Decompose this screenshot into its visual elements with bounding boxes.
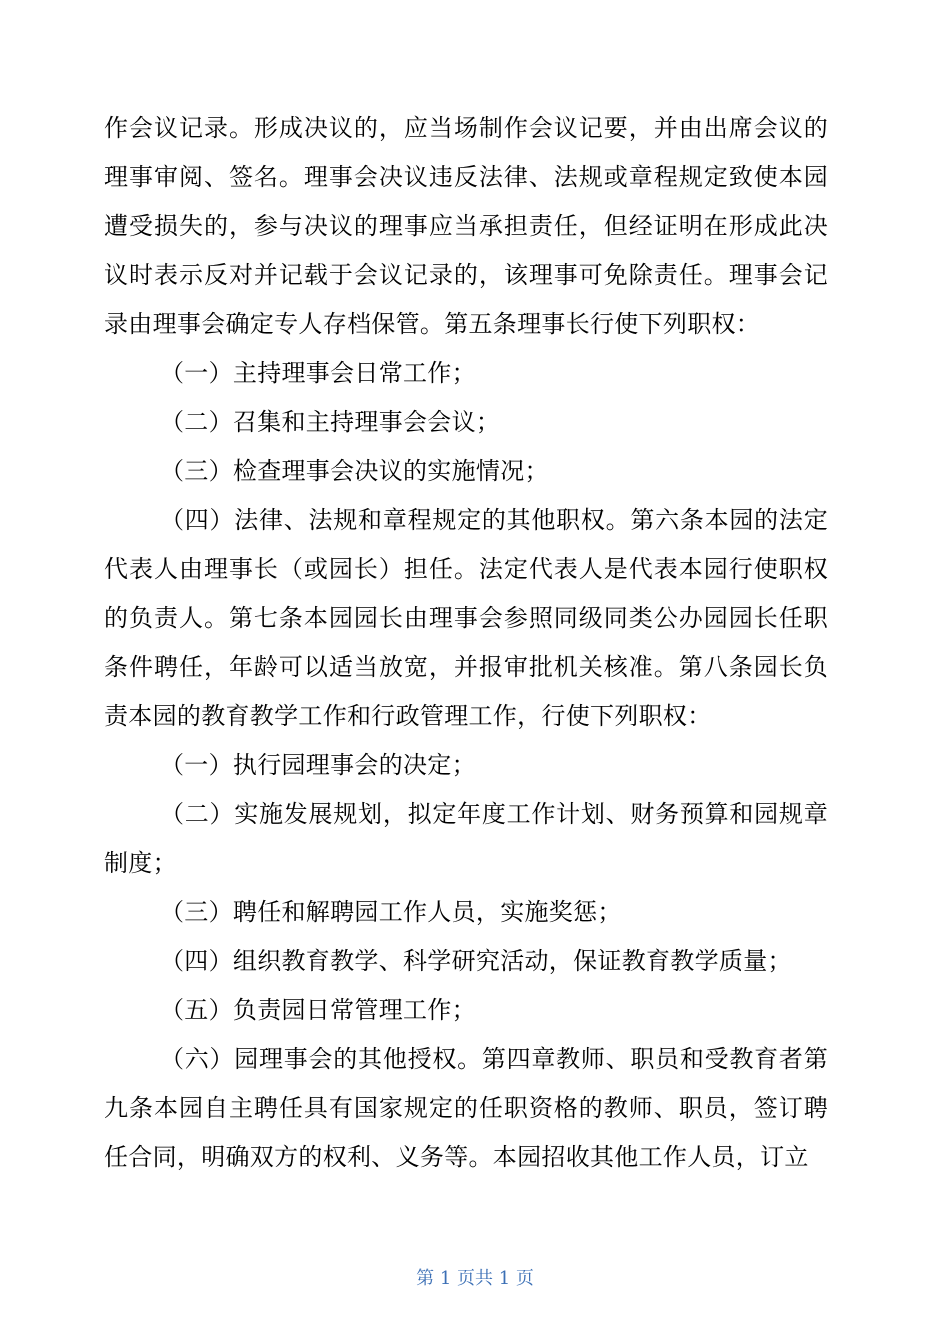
paragraph-4: （三）检查理事会决议的实施情况；	[160, 457, 549, 485]
paragraph-8: （三）聘任和解聘园工作人员，实施奖惩；	[160, 898, 622, 926]
paragraph-10: （五）负责园日常管理工作；	[160, 996, 476, 1024]
document-body	[104, 104, 828, 1182]
paragraph-5: （四）法律、法规和章程规定的其他职权。第六条本园的法定代表人由理事长（或园长）担任。法定代表人是代表本园行使职权的负责人。第七条本园园长由理事会参照同级同类公办园园长任职条件聘任，年龄可以适当放宽，并报审批机关核准。第八条园长负责本园的教育教学工作和行政管理工作，行使下列职权：	[104, 506, 828, 730]
paragraph-3: （二）召集和主持理事会会议；	[160, 408, 501, 436]
paragraph-2: （一）主持理事会日常工作；	[160, 359, 476, 387]
paragraph-7: （二）实施发展规划，拟定年度工作计划、财务预算和园规章制度；	[104, 800, 828, 877]
paragraph-11: （六）园理事会的其他授权。第四章教师、职员和受教育者第九条本园自主聘任具有国家规定的任职资格的教师、职员，签订聘任合同，明确双方的权利、义务等。本园招收其他工作人员，订立	[104, 1045, 828, 1171]
paragraph-1: 作会议记录。形成决议的，应当场制作会议记要，并由出席会议的理事审阅、签名。理事会决议违反法律、法规或章程规定致使本园遭受损失的，参与决议的理事应当承担责任，但经证明在形成此决议时表示反对并记载于会议记录的，该理事可免除责任。理事会记录由理事会确定专人存档保管。第五条理事长行使下列职权：	[104, 114, 828, 338]
paragraph-6: （一）执行园理事会的决定；	[160, 751, 476, 779]
paragraph-9: （四）组织教育教学、科学研究活动，保证教育教学质量；	[160, 947, 792, 975]
page-footer: 第 1 页共 1 页	[416, 1268, 534, 1289]
